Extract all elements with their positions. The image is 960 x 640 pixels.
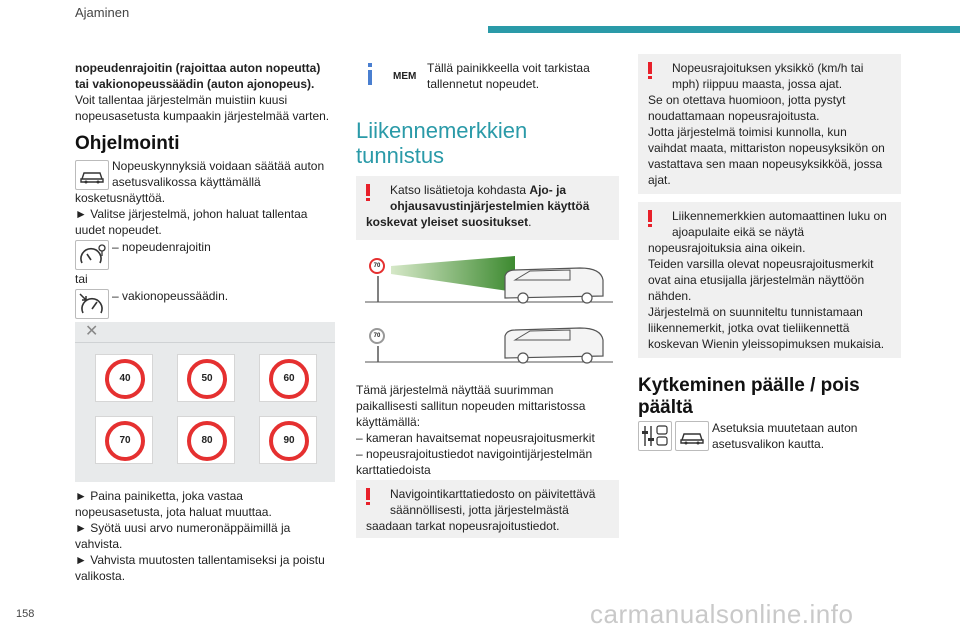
preset-button-4[interactable] [95,416,153,464]
sign-recognition-body [356,382,619,478]
intro-bold-line-1: nopeudenrajoitin (rajoittaa auton nopeutta) [75,61,321,75]
note4-line-6: nähden. [648,289,692,303]
note4-line-7: Järjestelmä on suunniteltu tunnistamaan [648,305,863,319]
speed-sign: 70 [105,421,145,461]
preset-button-2[interactable] [177,354,235,402]
preset-button-6[interactable] [259,416,317,464]
note-see-recommendations [356,176,619,240]
road-illustration-1 [365,256,613,314]
item1-line-2: asetusvalikossa käyttämällä [112,175,261,189]
info-icon [368,63,374,85]
body-line-6: karttatiedoista [356,463,431,477]
speed-sign: 40 [105,359,145,399]
heading-on-off-line-2: päältä [638,397,693,418]
body-line-5: – nopeusrajoitustiedot navigointijärjestelmän [356,447,593,461]
speed-presets-panel [75,322,335,482]
mem-text-line-2: tallennetut nopeudet. [427,77,540,91]
note1-text-a: Katso lisätietoja kohdasta [390,183,530,197]
note4-line-5: ovat aina etusijalla järjestelmän näyttöön [648,273,865,287]
mem-text [427,60,627,92]
note4-line-9: koskevan Wienin yleissopimuksen mukaisia. [648,337,885,351]
heading-on-off [638,375,860,419]
item1-continuation [75,190,345,238]
car-settings-icon [75,160,109,190]
watermark: carmanualsonline.info [590,599,854,629]
section-title: Ajaminen [75,5,130,20]
step2-line-4: vahvista. [75,537,123,551]
note3-line-4: noudattamaan nopeusrajoitusta. [648,109,820,123]
heading-programming: Ohjelmointi [75,133,180,154]
note4-line-1: Liikennemerkkien automaattinen luku on [672,209,887,223]
note1-bold-b: ohjausavustinjärjestelmien käyttöä [390,199,590,213]
step2-line-1: ► Paina painiketta, joka vastaa [75,489,243,503]
speed-sign: 50 [187,359,227,399]
note3-line-5: Jotta järjestelmä toimisi kunnolla, kun [648,125,847,139]
note1-bold-a: Ajo- ja [529,183,567,197]
road-speed-sign-2: 70 [369,328,385,344]
steps-2 [75,488,345,584]
preset-button-3[interactable] [259,354,317,402]
note4-line-2: ajoapulaite eikä se näytä [672,225,805,239]
note2-line-1: Navigointikarttatiedosto on päivitettävä [390,487,596,501]
warning-icon [366,488,371,505]
step2-line-6: valikosta. [75,569,126,583]
step1-line-2: uudet nopeudet. [75,223,162,237]
speed-limiter-icon [75,240,109,270]
note1-bold-c: koskevat yleiset suositukset [366,215,529,229]
body-line-3: käyttämällä: [356,415,421,429]
car-settings-icon [675,421,709,451]
heading-line-1: Liikennemerkkien [356,118,528,143]
step2-line-3: ► Syötä uusi arvo numeronäppäimillä ja [75,521,291,535]
settings-line-2: asetusvalikon kautta. [712,437,825,451]
note4-line-8: liikennemerkit, jotka ovat tieliikennettä [648,321,850,335]
speed-sign: 60 [269,359,309,399]
driving-settings-icon [638,421,672,451]
panel-divider [75,342,335,343]
intro-bold-line-2: tai vakionopeussäädin (auton ajonopeus). [75,77,315,91]
item1-text [112,158,342,190]
note-map-update [356,480,619,538]
intro-text-line-1: Voit tallentaa järjestelmän muistiin kuusi [75,93,288,107]
note-speed-unit [638,54,901,194]
intro-text-line-2: nopeusasetusta kumpaakin järjestelmää varten. [75,109,330,123]
mem-text-line-1: Tällä painikkeella voit tarkistaa [427,61,590,75]
settings-line-1: Asetuksia muutetaan auton [712,421,858,435]
note4-line-4: Teiden varsilla olevat nopeusrajoitusmerkit [648,257,874,271]
close-icon[interactable]: ✕ [85,323,99,340]
speed-sign: 90 [269,421,309,461]
header-accent-bar [488,26,960,33]
preset-button-1[interactable] [95,354,153,402]
settings-text [712,420,902,452]
item1-line-1: Nopeuskynnyksiä voidaan säätää auton [112,159,325,173]
note3-line-2: mph) riippuu maasta, jossa ajat. [672,77,843,91]
or-label: tai [75,272,88,286]
heading-sign-recognition [356,118,527,168]
note3-line-7: vastattava sen maan nopeusyksikköä, jossa [648,157,883,171]
note2-line-2: säännöllisesti, jotta järjestelmästä [390,503,569,517]
note2-line-3: saadaan tarkat nopeusrajoitustiedot. [366,519,560,533]
page-number: 158 [16,608,35,620]
body-line-1: Tämä järjestelmä näyttää suurimman [356,383,554,397]
speed-sign: 80 [187,421,227,461]
note4-line-3: nopeusrajoituksia aina oikein. [648,241,806,255]
cruise-label: – vakionopeussäädin. [112,289,229,303]
heading-line-2: tunnistus [356,143,445,168]
item1-line-3: kosketusnäyttöä. [75,191,166,205]
warning-icon [648,210,653,227]
cruise-control-icon [75,289,109,319]
road-illustration-2 [365,316,613,374]
step2-line-2: nopeusasetusta, jota haluat muuttaa. [75,505,272,519]
note3-line-8: ajat. [648,173,671,187]
heading-on-off-line-1: Kytkeminen päälle / pois [638,375,860,396]
preset-button-5[interactable] [177,416,235,464]
column-1 [75,60,345,124]
note1-period: . [528,215,532,229]
note3-line-1: Nopeusrajoituksen yksikkö (km/h tai [672,61,864,75]
body-line-4: – kameran havaitsemat nopeusrajoitusmerkit [356,431,595,445]
warning-icon [648,62,653,79]
note3-line-6: vaihdat maata, mittariston nopeusyksikön on [648,141,885,155]
body-line-2: paikallisesti sallitun nopeuden mittaristossa [356,399,586,413]
step2-line-5: ► Vahvista muutosten tallentamiseksi ja poistu [75,553,325,567]
warning-icon [366,184,371,201]
limiter-label: – nopeudenrajoitin [112,240,211,254]
note3-line-3: Se on otettava huomioon, jotta pystyt [648,93,846,107]
step1-line-1: ► Valitse järjestelmä, johon haluat tallentaa [75,207,308,221]
mem-button-label: MEM [393,71,417,82]
note-automatic-reading [638,202,901,358]
road-speed-sign-1: 70 [369,258,385,274]
